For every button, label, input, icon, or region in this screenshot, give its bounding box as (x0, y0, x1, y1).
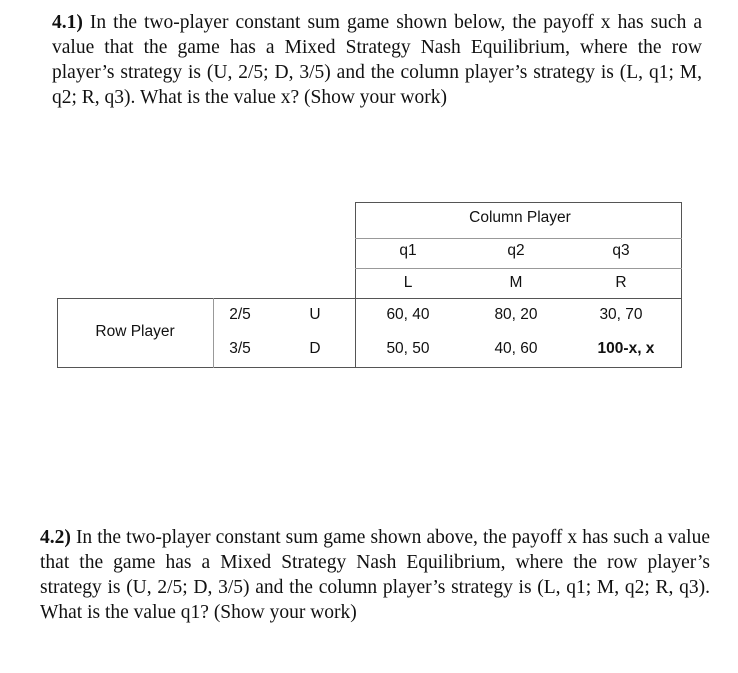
payoff-d-r: 100-x, x (597, 340, 655, 357)
row-prob-u: 2/5 (229, 306, 251, 323)
question-number: 4.2) (40, 527, 71, 548)
payoff-u-l: 60, 40 (386, 306, 430, 323)
payoff-u-m: 80, 20 (494, 306, 538, 323)
column-prob-q1: q1 (399, 242, 417, 259)
row-strategy-u: U (309, 306, 321, 323)
question-4-2 (40, 525, 710, 625)
question-text: In the two-player constant sum game shown below, the payoff x has such a value that the game has a Mixed Strategy Nash Equilibrium, where the row player’s strategy is (U, 2/5; D, 3/5) and the column player’s strategy is (L, q1; M, q2; R, q3). What is the value x? (Show your work) (52, 12, 702, 108)
column-prob-q3: q3 (612, 242, 630, 259)
column-strategy-l: L (403, 274, 413, 291)
payoff-d-m: 40, 60 (494, 340, 538, 357)
payoff-u-r: 30, 70 (599, 306, 643, 323)
row-strategy-d: D (309, 340, 321, 357)
payoff-d-l: 50, 50 (386, 340, 430, 357)
row-prob-d: 3/5 (229, 340, 251, 357)
question-number: 4.1) (52, 12, 83, 33)
question-text: In the two-player constant sum game shown above, the payoff x has such a value that the game has a Mixed Strategy Nash Equilibrium, where the row player’s strategy is (U, 2/5; D, 3/5) and the column player’s strategy is (L, q1; M, q2; R, q3). What is the value q1? (Show your work) (40, 527, 711, 623)
column-strategy-m: M (509, 274, 523, 291)
row-player-label: Row Player (95, 323, 175, 340)
column-strategy-r: R (615, 274, 627, 291)
column-player-label: Column Player (469, 209, 571, 226)
column-prob-q2: q2 (507, 242, 525, 259)
